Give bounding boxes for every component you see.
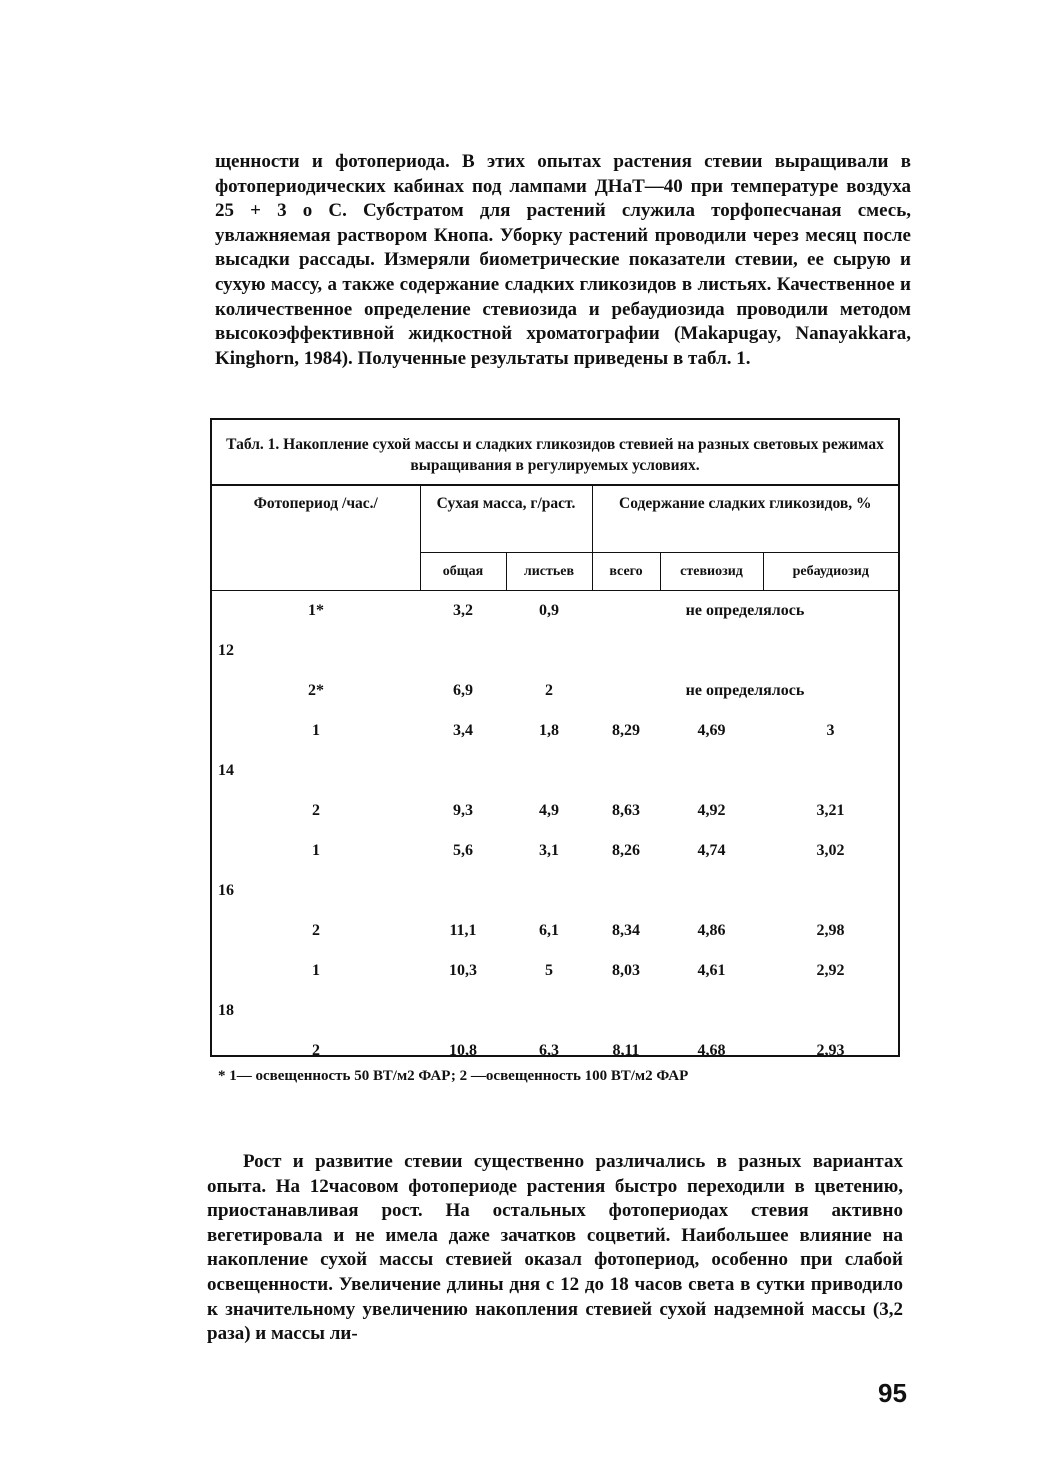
rebaudioside-cell: 2,98 (816, 922, 845, 939)
variant-cell: 2* (308, 682, 324, 699)
header-dry-mass: Сухая масса, г/раст. (420, 485, 592, 553)
total-cell: 6,9 (453, 682, 473, 699)
all-cell: 8,26 (612, 842, 640, 859)
period-cell: 18 (218, 1002, 234, 1019)
table-row (212, 711, 898, 751)
total-cell: 5,6 (453, 842, 473, 859)
variant-cell: 2 (312, 1042, 320, 1059)
stevioside-cell: 4,68 (697, 1042, 726, 1059)
header-stevioside: стевиозид (660, 553, 763, 591)
period-row (212, 991, 898, 1031)
stevioside-cell: 4,61 (697, 962, 726, 979)
total-cell: 9,3 (453, 802, 473, 819)
period-row (212, 871, 898, 911)
leaves-cell: 0,9 (539, 602, 559, 619)
variant-cell: 2 (312, 802, 320, 819)
variant-cell: 2 (312, 922, 320, 939)
all-cell: 8,29 (612, 722, 640, 739)
leaves-cell: 2 (545, 682, 553, 699)
all-cell: 8,34 (612, 922, 640, 939)
all-cell: 8,03 (612, 962, 640, 979)
leaves-cell: 3,1 (539, 842, 559, 859)
table-footnote: * 1— освещенность 50 ВТ/м2 ФАР; 2 —освещенность 100 ВТ/м2 ФАР (218, 1068, 689, 1084)
leaves-cell: 6,1 (539, 922, 559, 939)
rebaudioside-cell: 3 (826, 722, 835, 739)
header-glycosides: Содержание сладких гликозидов, % (592, 485, 898, 553)
header-all: всего (592, 553, 660, 591)
period-row (212, 631, 898, 671)
table-row (212, 671, 898, 711)
period-cell: 14 (218, 762, 234, 779)
variant-cell: 1 (312, 962, 320, 979)
total-cell: 10,8 (449, 1042, 477, 1059)
variant-cell: 1 (312, 722, 320, 739)
total-cell: 10,3 (449, 962, 477, 979)
table-row (212, 951, 898, 991)
not-determined-cell: не определялось (685, 682, 805, 699)
not-determined-cell: не определялось (685, 602, 805, 619)
total-cell: 11,1 (449, 922, 477, 939)
paragraph-top: щенности и фотопериода. В этих опытах растения стевии выращивали в фотопериодических кабинах под лампами ДНаТ—40 при температуре воздуха 25 + 3 о С. Субстратом для растений служила торфопесчаная смесь, увлажняемая раствором Кнопа. Уборку растений проводили через месяц после высадки рассады. Измеряли биометрические показатели стевии, ее сырую и сухую массу, а также содержание сладких гликозидов в листьях. Качественное и количественное определение стевиозида и ребаудиозида проводили методом высокоэффективной жидкостной хроматографии (Makapugay, Nanayakkara, Kinghorn, 1984). Полученные результаты приведены в табл. 1. (215, 151, 911, 369)
leaves-cell: 1,8 (539, 722, 559, 739)
table-row (212, 591, 898, 632)
rebaudioside-cell: 2,92 (816, 962, 845, 979)
stevioside-cell: 4,92 (697, 802, 726, 819)
period-cell: 16 (218, 882, 234, 899)
rebaudioside-cell: 3,02 (816, 842, 845, 859)
variant-cell: 1 (312, 842, 320, 859)
all-cell: 8,11 (612, 1042, 640, 1059)
stevioside-cell: 4,74 (697, 842, 726, 859)
data-table (210, 418, 900, 1057)
stevioside-cell: 4,69 (697, 722, 726, 739)
header-total: общая (420, 553, 506, 591)
paragraph-bottom: Рост и развитие стевии существенно различались в разных вариантах опыта. На 12часовом фотопериоде растения быстро переходили в цветению, приостанавливая рост. На остальных фотопериодах стевия активно вегетировала и не имела даже зачатков соцветий. Наибольшее влияние на накопление сухой массы стевией оказал фотопериод, особенно при слабой освещенности. Увеличение длины дня с 12 до 18 часов света в сутки приводило к значительному увеличению накопления стевией сухой надземной массы (3,2 раза) и массы ли- (207, 1151, 903, 1345)
page-number: 95 (878, 1378, 907, 1408)
header-rebaudioside: ребаудиозид (763, 553, 898, 591)
leaves-cell: 6,3 (539, 1042, 559, 1059)
variant-cell: 1* (308, 602, 324, 619)
header-photoperiod: Фотопериод /час./ (212, 485, 420, 591)
rebaudioside-cell: 3,21 (816, 802, 845, 819)
header-leaves: листьев (506, 553, 592, 591)
table-row (212, 911, 898, 951)
leaves-cell: 5 (545, 962, 553, 979)
period-cell: 12 (218, 642, 234, 659)
period-row (212, 751, 898, 791)
table-row (212, 1031, 898, 1071)
rebaudioside-cell: 2,93 (816, 1042, 845, 1059)
table-caption: Табл. 1. Накопление сухой массы и сладких гликозидов стевией на разных световых режимах выращивания в регулируемых условиях. (212, 420, 898, 485)
stevioside-cell: 4,86 (697, 922, 726, 939)
total-cell: 3,4 (453, 722, 473, 739)
table-row (212, 831, 898, 871)
table-row (212, 791, 898, 831)
total-cell: 3,2 (453, 602, 473, 619)
all-cell: 8,63 (612, 802, 640, 819)
leaves-cell: 4,9 (539, 802, 559, 819)
